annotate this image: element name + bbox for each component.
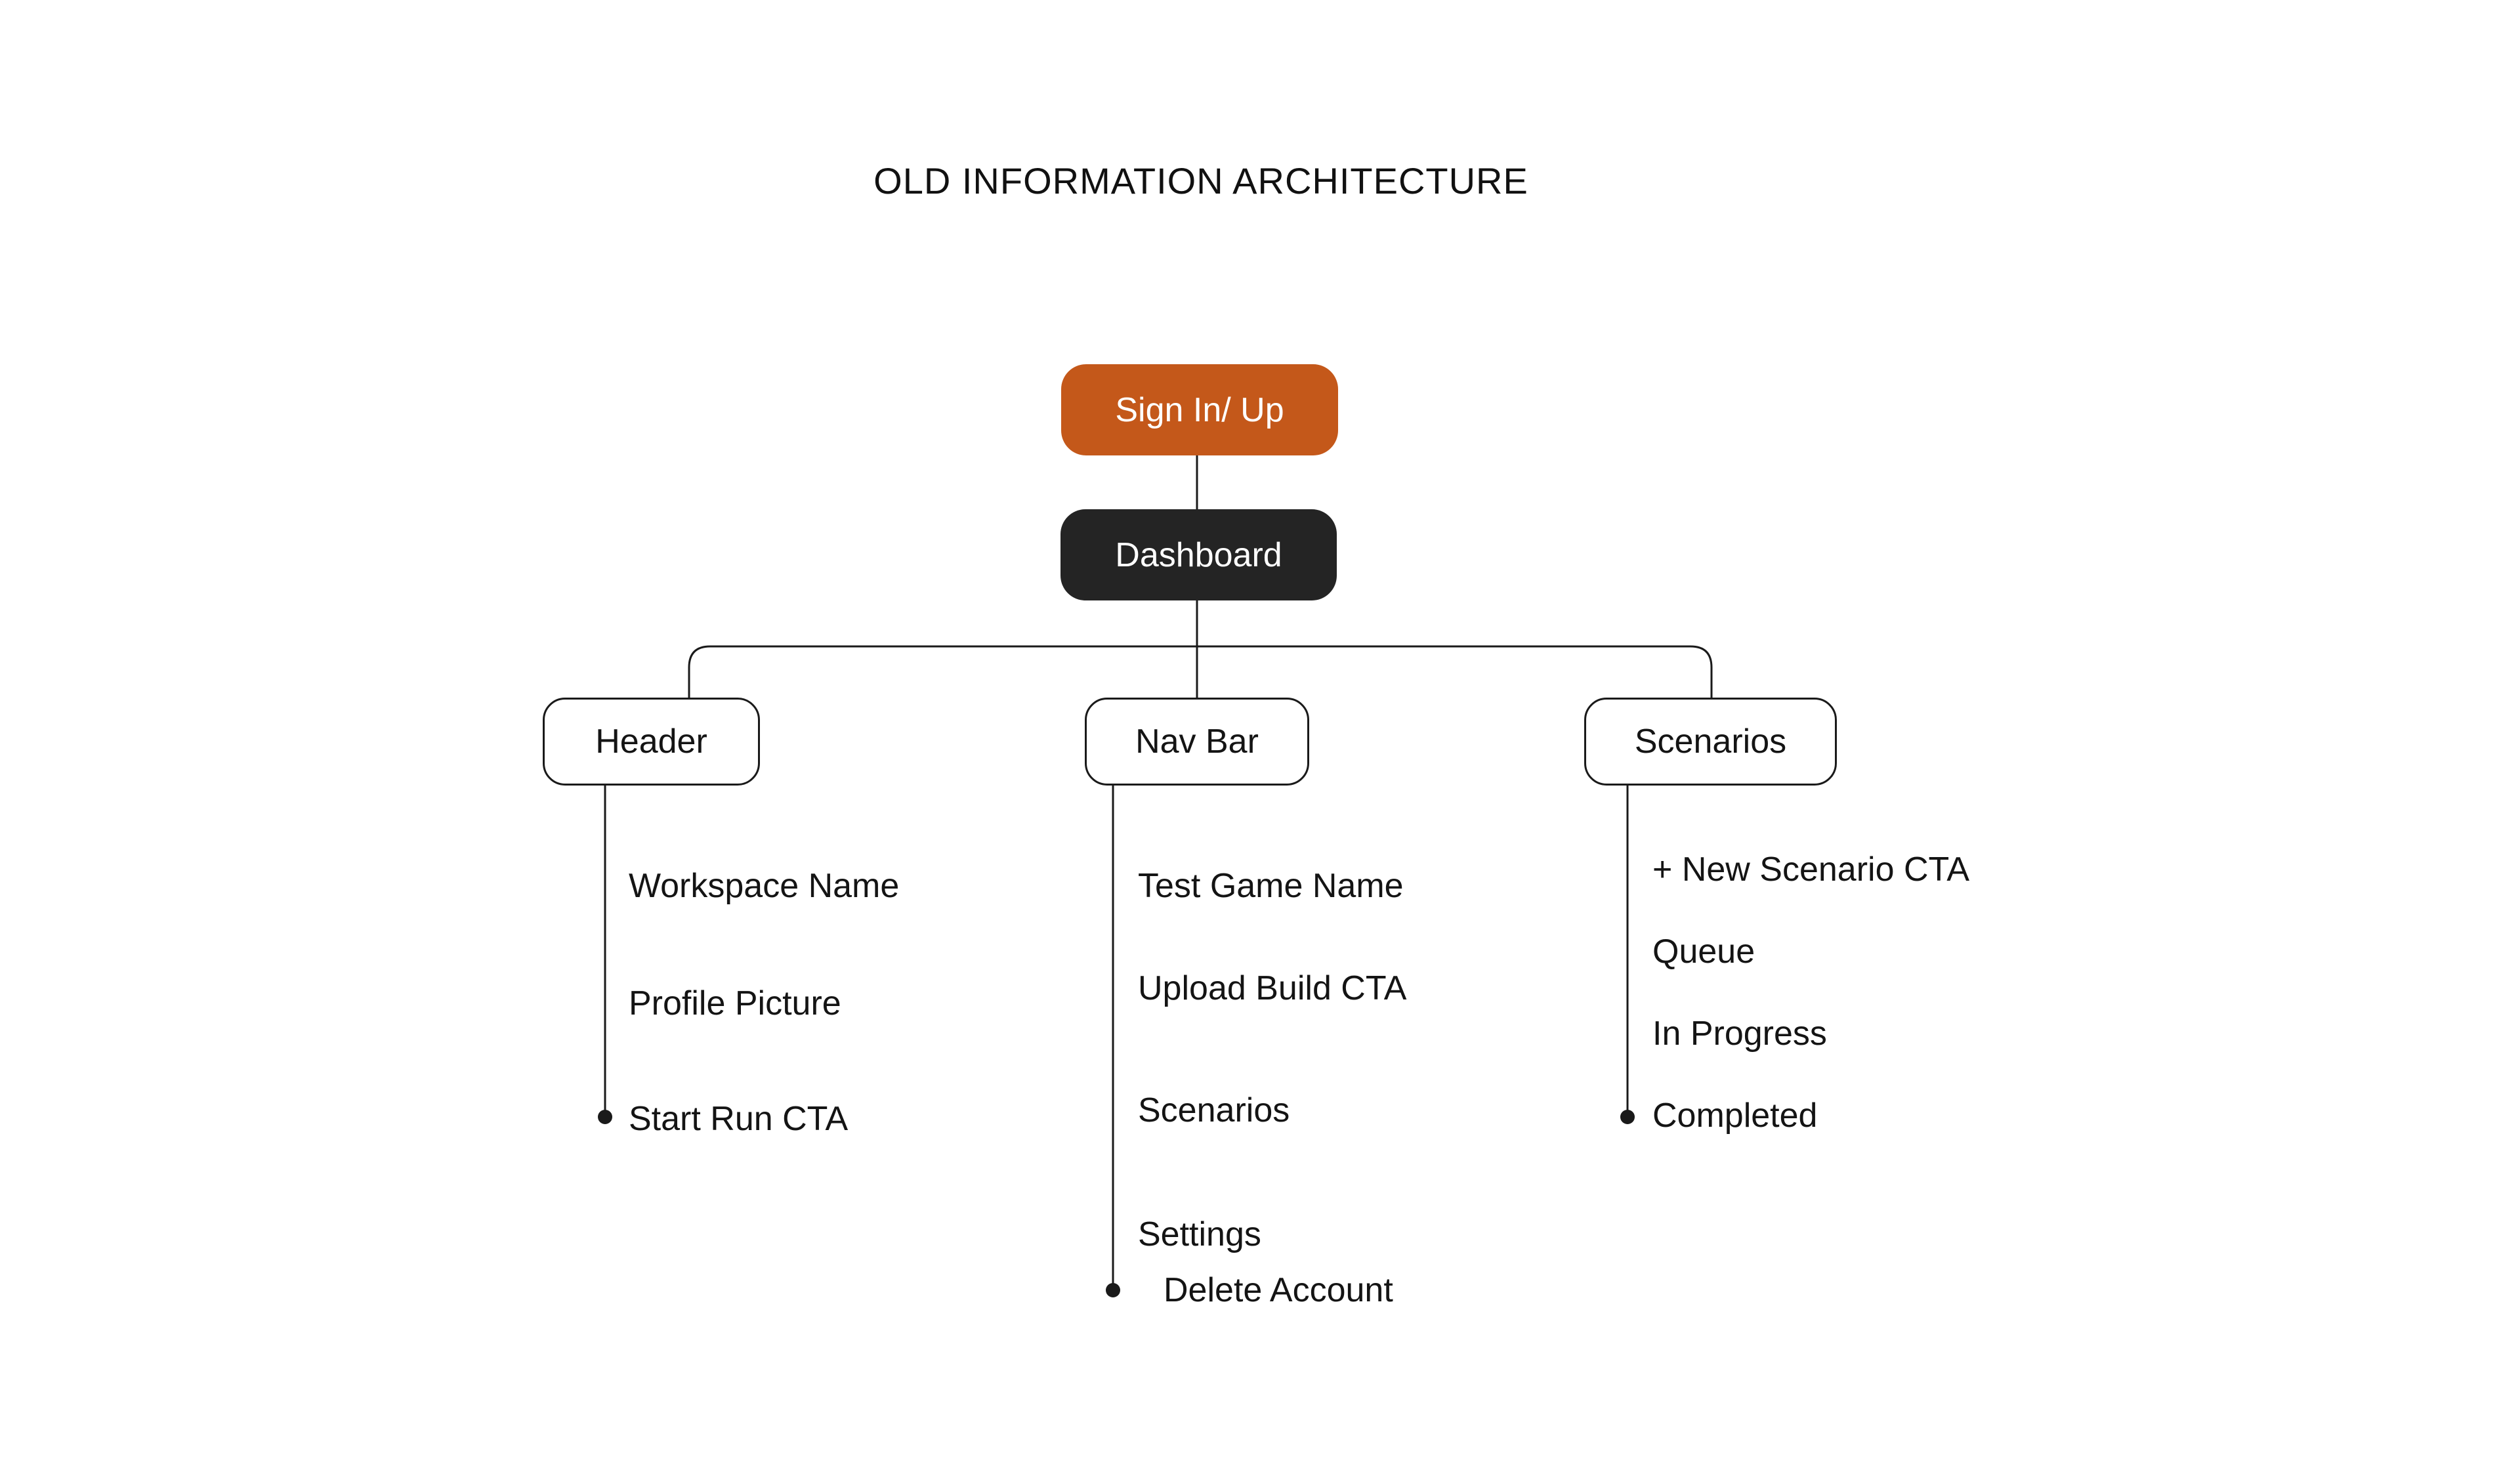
navbar-item-settings: Settings: [1138, 1215, 1261, 1253]
header-item-workspace-name: Workspace Name: [629, 867, 900, 905]
node-header-label: Header: [595, 723, 707, 761]
node-scenarios-label: Scenarios: [1634, 723, 1787, 761]
navbar-item-scenarios: Scenarios: [1138, 1091, 1290, 1129]
node-nav-bar: [1085, 698, 1309, 786]
scenarios-item-queue: Queue: [1652, 933, 1755, 971]
navbar-item-delete-account: Delete Account: [1164, 1271, 1393, 1309]
node-header: [543, 698, 760, 786]
diagram-title: OLD INFORMATION ARCHITECTURE: [873, 160, 1528, 201]
navbar-item-upload-build-cta: Upload Build CTA: [1138, 969, 1407, 1007]
header-item-start-run-cta: Start Run CTA: [629, 1100, 849, 1138]
node-dashboard-label: Dashboard: [1115, 536, 1282, 574]
node-sign-in-up-label: Sign In/ Up: [1115, 390, 1284, 429]
scenarios-item-new-scenario-cta: + New Scenario CTA: [1652, 850, 1970, 889]
navbar-item-test-game-name: Test Game Name: [1138, 867, 1404, 905]
header-branch-end-dot: [598, 1110, 612, 1124]
scenarios-item-completed: Completed: [1652, 1097, 1818, 1135]
header-item-profile-picture: Profile Picture: [629, 984, 841, 1022]
node-dashboard: [1060, 509, 1337, 600]
scenarios-branch-end-dot: [1620, 1110, 1635, 1124]
connector-branch-rail: [689, 646, 1712, 698]
node-sign-in-up: [1061, 364, 1338, 455]
navbar-branch-end-dot: [1106, 1283, 1120, 1297]
node-nav-bar-label: Nav Bar: [1135, 723, 1259, 761]
scenarios-item-in-progress: In Progress: [1652, 1015, 1827, 1053]
node-scenarios: [1584, 698, 1837, 786]
